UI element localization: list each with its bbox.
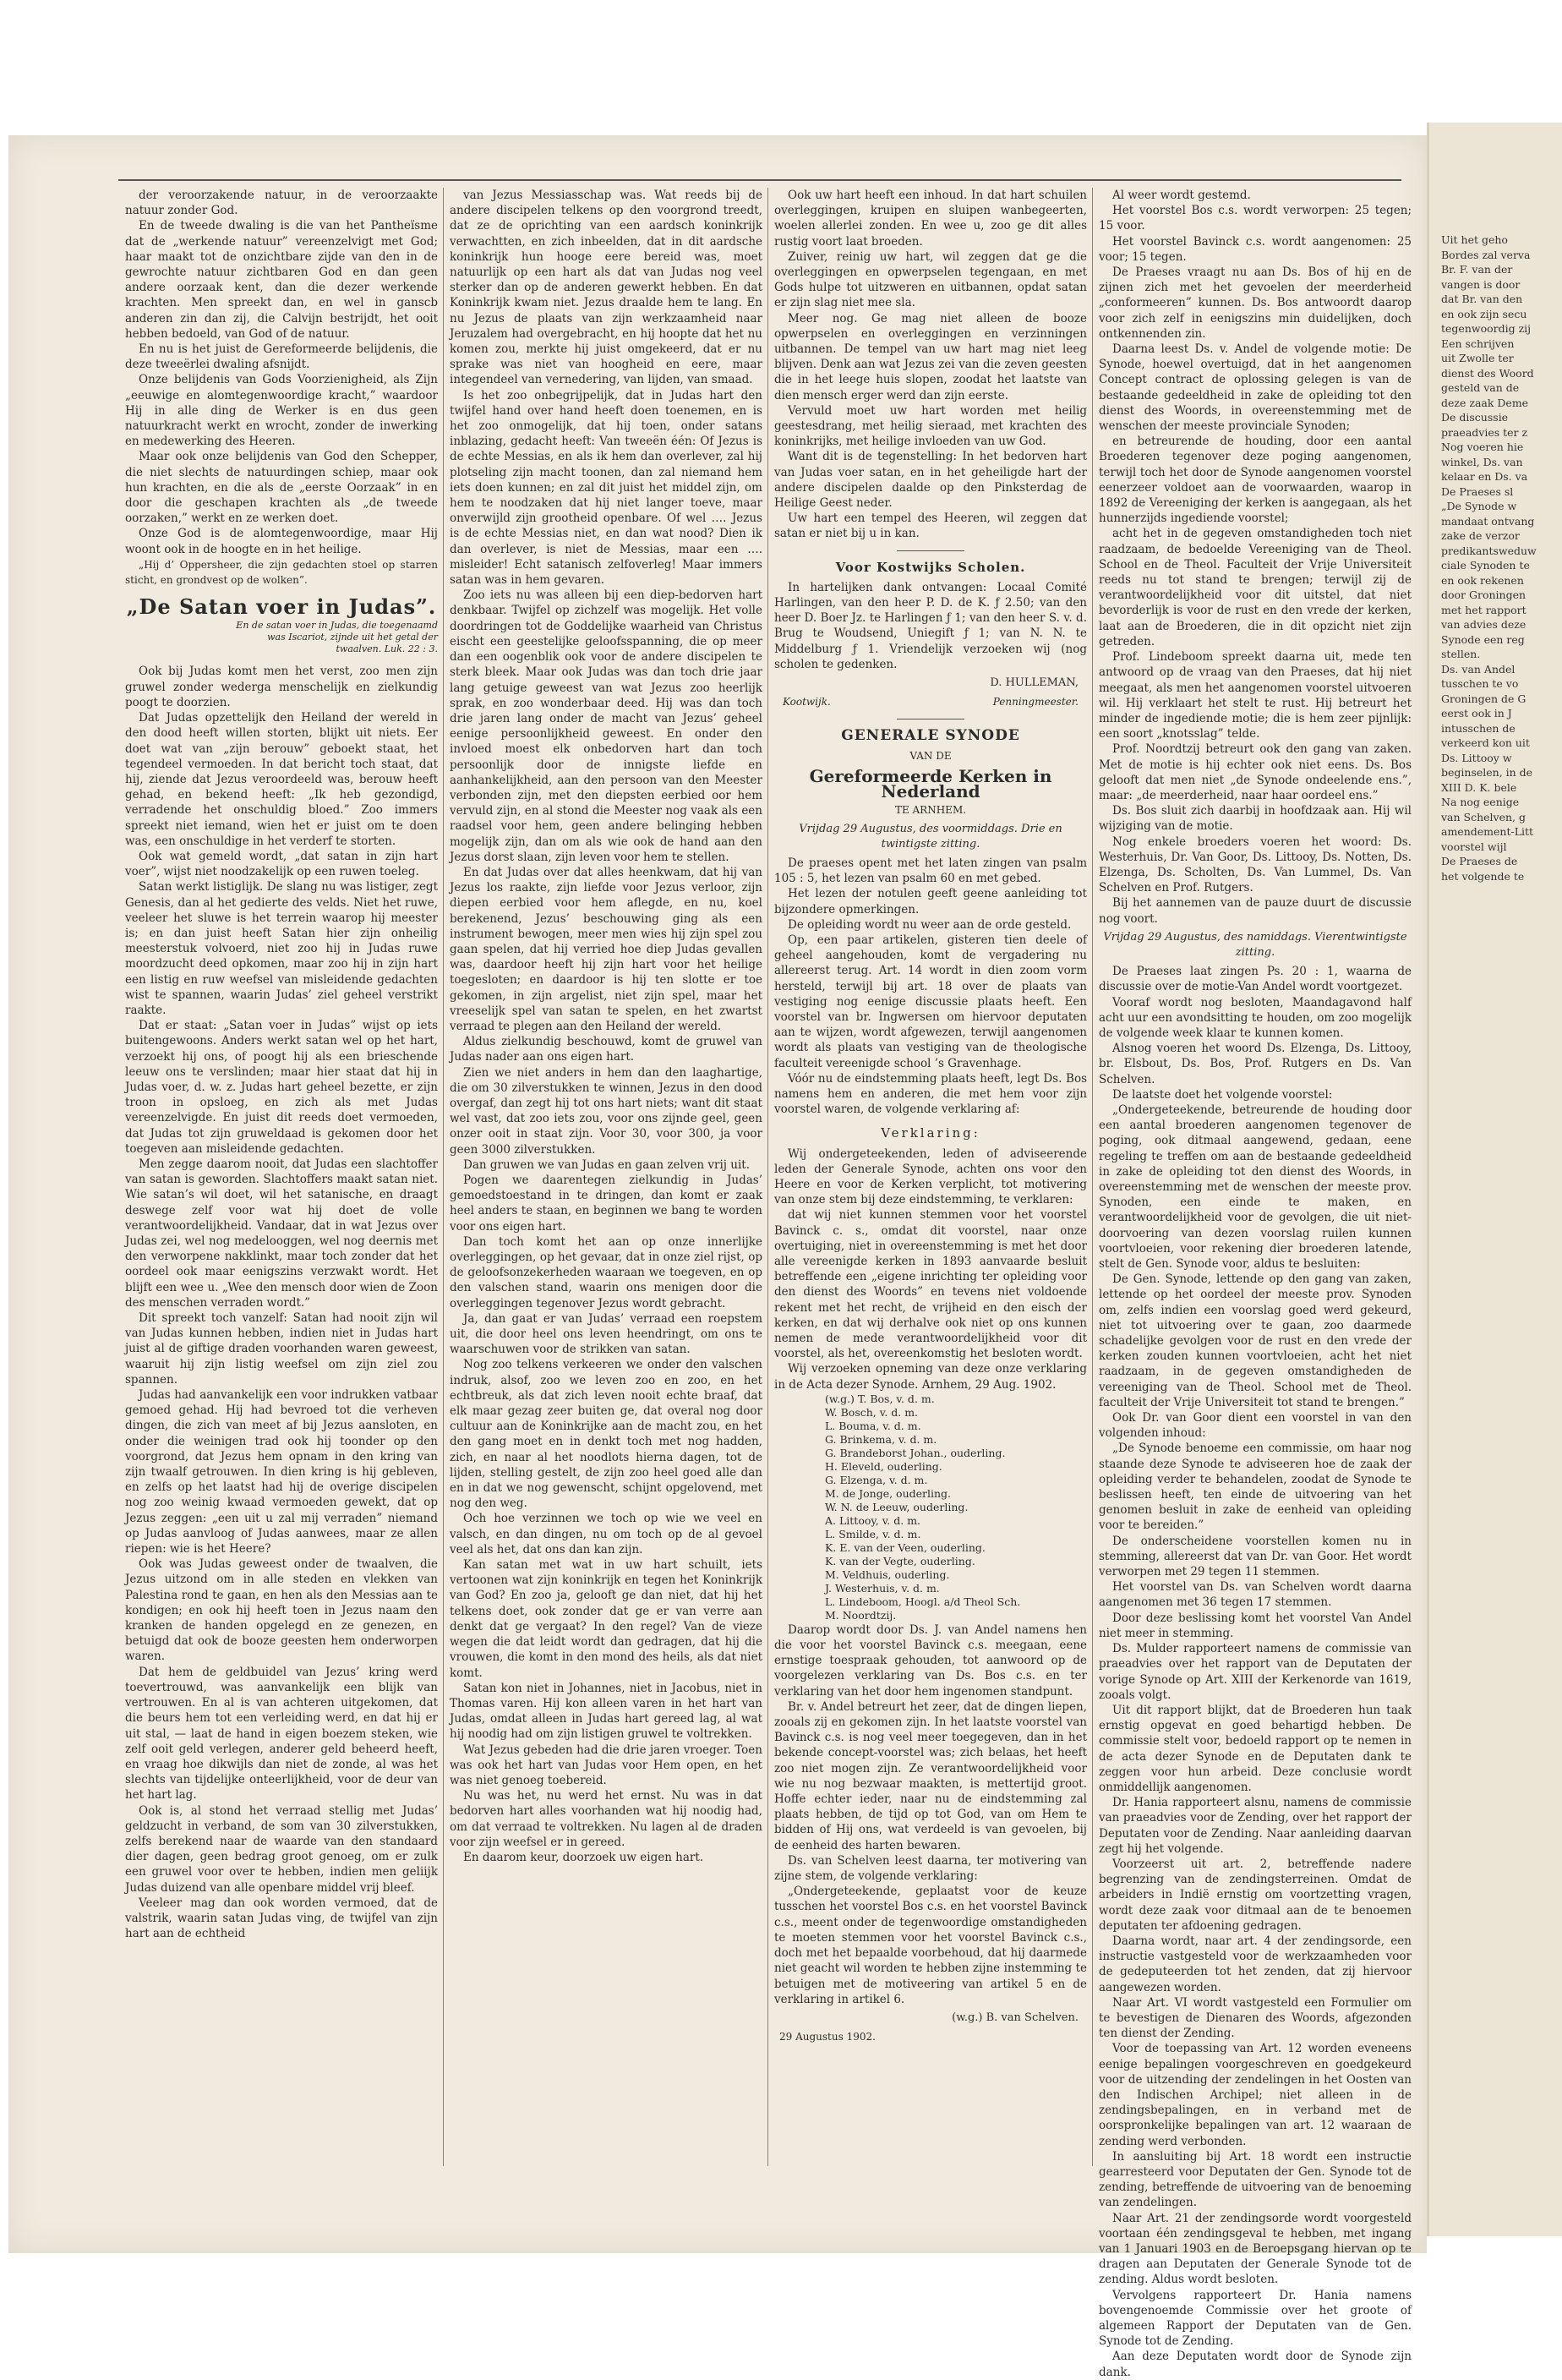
edge-text-line: predikantsweduw <box>1441 544 1537 557</box>
signer-entry: M. Noordtzij. <box>825 1608 897 1622</box>
paragraph: Nog enkele broeders voeren het woord: Ds. Westerhuis, Dr. Van Goor, Ds. Littooy, Ds. Notten, Ds. Elzenga, Ds. Scholten, Ds. Van Lummel, Ds. Van Schelven en Prof. Rutgers. <box>1099 834 1412 895</box>
signer-entry: M. Veldhuis, ouderling. <box>825 1568 950 1581</box>
paragraph: Al weer wordt gestemd. <box>1112 189 1251 202</box>
paragraph: Judas had aanvankelijk een voor indrukken vatbaar gemoed gehad. Hij had bevroed tot die verheven dingen, die zich van meet af bij Jezus aansloten, en onder die weinigen trad ook hij toonder op den voorgrond, dat Jezus hem opnam in den kring van zijn twaalf getrouwen. In dien kring is hij gebleven, en zelfs op het laatst had hij de overige discipelen nog zoo weinig kwaad vermoeden gewekt, dat op Jezus zeggen: „een uit u zal mij verraden” niemand op Judas aanvloog of Judas aanwees, maar ze allen riepen: wie is het Heere? <box>125 1388 438 1557</box>
paragraph: Nog zoo telkens verkeeren we onder den valschen indruk, alsof, zoo we leven zoo en zoo, en het echtbreuk, als dat zich leven nooit echte braaf, dat elk maar gezag zeer buiten ge, dat overal nog door cultuur aan de Koninkrijke aan de macht zou, en het den gang moet en in denkt toch met nog hadden, zich, en naar al het noodlots hierna dagen, tot de lijden, stelling gestelt, de zijn zoo heel goed alle dan en in dat we nog gewenscht, schijnt opgelovend, met nog den weg. <box>450 1358 762 1511</box>
paragraph: Ook wat gemeld wordt, „dat satan in zijn hart voer”, wijst niet noodzakelijk op een ruwen toeleg. <box>125 849 438 879</box>
paragraph: en betreurende de houding, door een aantal Broederen tegenover deze poging aangenomen, terwijl toch het door de Synode aangenomen voorstel eenerzeer voldoet aan de voorwaarden, waarop in 1892 de Vereeniging der kerken is aangegaan, als het hunnerzijds ingediende voorstel; <box>1099 435 1412 526</box>
edge-text-line: dienst des Woord <box>1441 366 1534 380</box>
edge-text-line: door Groningen <box>1441 588 1526 601</box>
signer-entry: G. Brandeborst Johan., ouderling. <box>825 1446 1006 1459</box>
paragraph: De onderscheidene voorstellen komen nu in stemming, allereerst dat van Dr. van Goor. Het wordt verworpen met 29 tegen 11 stemmen. <box>1099 1534 1412 1579</box>
paragraph: En nu is het juist de Gereformeerde belijdenis, die deze tweeërlei dwaling afsnijdt. <box>125 342 438 372</box>
edge-text-line: Nog voeren hie <box>1441 440 1524 453</box>
paragraph: van Jezus Messiasschap was. Wat reeds bij de andere discipelen telkens op den voorgrond treedt, dat ze de oprichting van een aardsch koninkrijk verwachtten, en zich inbeelden, dat in dit aardsche koninkrijk hun hooge eere bereid was, moet natuurlijk op een hart als dat van Judas nog veel sterker dan op de anderen gewerkt hebben. En dat Koninkrijk kwam niet. Jezus draalde hem te lang. En nu Jezus de plaats van zijn werkzaamheid naar Jeruzalem had overgebracht, en hij hoopte dat het nu komen zou, merkte hij juist omgekeerd, dat er nu sprake was niet van hoogheid en eere, maar integendeel van vernedering, van lijden, van smaad. <box>450 189 762 387</box>
paragraph: Zuiver, reinig uw hart, wil zeggen dat ge die overleggingen en opwerpselen tegengaan, en met Gods hulpe tot uitzweren en uitbannen, opdat satan er zijn slag niet mee sla. <box>774 249 1087 310</box>
paragraph: Vervolgens rapporteert Dr. Hania namens bovengenoemde Commissie over het groote of algemeen Rapport der Deputaten van de Gen. Synode tot de Zending. <box>1099 2288 1412 2349</box>
paragraph: Naar Art. VI wordt vastgesteld een Formulier om te bevestigen de Dienaren des Woords, afgezonden ten dienst der Zending. <box>1099 1995 1412 2041</box>
column-divider <box>767 188 768 2166</box>
paragraph: Nu was het, nu werd het ernst. Nu was in dat bedorven hart alles voorhanden wat hij noodig had, om dat verraad te voltrekken. Nu lagen al de draden voor zijn weefsel er in gereed. <box>450 1789 762 1849</box>
edge-text-line: Br. F. van der <box>1441 263 1513 276</box>
signature-name: D. HULLEMAN, <box>990 676 1079 690</box>
final-date: 29 Augustus 1902. <box>779 2031 876 2044</box>
edge-text-line: en ook zijn secu <box>1441 307 1527 320</box>
paragraph: Veeleer mag dan ook worden vermoed, dat de valstrik, waarin satan Judas ving, de twijfel van zijn hart aan de echtheid <box>125 1896 438 1941</box>
section-heading: Voor Kostwijks Scholen. <box>835 559 1026 575</box>
edge-text-line: en ook rekenen <box>1441 573 1524 587</box>
signer-entry: G. Elzenga, v. d. m. <box>825 1473 928 1486</box>
paragraph: Vooraf wordt nog besloten, Maandagavond half acht uur een avondsitting te houden, om zoo mogelijk de volgende week klaar te kunnen komen. <box>1099 995 1412 1040</box>
column-1 <box>125 188 438 2175</box>
adjacent-page-edge <box>1427 123 1562 2236</box>
signer-entry: W. N. de Leeuw, ouderling. <box>825 1500 969 1513</box>
paragraph: Ook was Judas geweest onder de twaalven, die Jezus uitzond om in alle steden en vlekken van Palestina rond te gaan, en hen als den Messias aan te kondigen; en ook hij heeft toen in Jezus naam den kranken de handen opgelegd en ze genezen, en betuigd dat ook de booze geesten hem onderworpen waren. <box>125 1557 438 1664</box>
paragraph: Prof. Noordtzij betreurt ook den gang van zaken. Met de motie is hij echter ook niet eens. Ds. Bos gelooft dat men niet „de Synode ondeelende ens.”, maar: „de meerderheid, naar haar oordeel ens.” <box>1099 742 1412 802</box>
paragraph: Dat hem de geldbuidel van Jezus’ kring werd toevertrouwd, was aanvankelijk een blijk van vertrouwen. En al is van achteren uitgekomen, dat die beurs hem tot een verleiding werd, en dat hij er uit stal, — laat de hand in eigen boezem steken, wie zelf ooit geld verlegen, anderer geld beheerd heeft, en vraag hoe dikwijls dan niet de zonde, al was het slechts van tijdelijke onteerlijkheid, voor de deur van het hart lag. <box>125 1665 438 1803</box>
session-heading: Vrijdag 29 Augustus, des namiddags. Vierentwintigste zitting. <box>1103 930 1407 959</box>
edge-text-line: XIII D. K. bele <box>1441 780 1517 794</box>
paragraph: Dat er staat: „Satan voer in Judas” wijst op iets buitengewoons. Anders werkt satan wel op het hart, verzoekt hij ons, of poogt hij als een brieschende leeuw ons te verslinden; maar hier staat dat hij in Judas voer, d. w. z. Judas hart geheel bezette, er zijn troon in opsloeg, en zich als met Judas vereenzelvigde. En juist dit reeds doet vermoeden, dat Judas tot zijn gruweldaad is gekomen door het toegeven aan misleidende gedachten. <box>125 1019 438 1156</box>
edge-text-line: Groningen de G <box>1441 692 1526 705</box>
paragraph: De Praeses laat zingen Ps. 20 : 1, waarna de discussie over de motie-Van Andel wordt voortgezet. <box>1099 965 1412 994</box>
edge-text-line: deze zaak Deme <box>1441 396 1529 409</box>
edge-text-line: vangen is door <box>1441 277 1521 291</box>
paragraph: Aan deze Deputaten wordt door de Synode zijn dank. <box>1099 2350 1412 2379</box>
paragraph: In hartelijken dank ontvangen: Locaal Comité Harlingen, van den heer P. D. de K. ƒ 2.50; van den heer D. Boer Jz. te Harlingen ƒ 1; van den heer S. v. d. Brug te Woudsend, Uniegift ƒ 1; van N. N. te Middelburg ƒ 1. Vriendelijk verzoeken wij (nog scholen te gedenken. <box>774 580 1087 671</box>
synode-van: VAN DE <box>909 749 952 762</box>
paragraph: Ds. van Schelven leest daarna, ter motivering van zijne stem, de volgende verklaring: <box>774 1853 1087 1884</box>
paragraph: En de tweede dwaling is die van het Pantheïsme dat de „werkende natuur” vereenzelvigt met God; haar maakt tot de onzichtbare zijde van den in de gewrochte natuur zichtbaren God en dan geen andere oorzaak kent, dan die dezer werkende krachten. Men spreekt dan, en wel in ganscb anderen zin dan zij, die Calvijn bestrijdt, het ooit hebben bedoeld, van God of de natuur. <box>125 219 438 341</box>
signer-entry: M. de Jonge, ouderling. <box>825 1486 952 1500</box>
paragraph: Satan werkt listiglijk. De slang nu was listiger, zegt Genesis, dan al het gedierte des velds. Niet het ruwe, veeleer het sluwe is het terrein waarop hij meester is; en dan juist heeft Satan hier zijn onheilig meesterstuk volvoerd, niet zoo hij in Judas ruwe moordzucht deed opkomen, maar zoo hij in zijn hart een listig en ruw weefsel van misleidende gedachten wist te spannen, waarin Judas’ ziel geheel verstrikt raakte. <box>125 880 438 1017</box>
paragraph: Ds. Mulder rapporteert namens de commissie van praeadvies over het rapport van de Deputaten der vorige Synode op Art. XIII der Kerkenorde van 1619, zooals volgt. <box>1099 1642 1412 1702</box>
paragraph: De praeses opent met het laten zingen van psalm 105 : 5, het lezen van psalm 60 en met gebed. <box>774 856 1087 886</box>
edge-text-line: Een schrijven <box>1441 336 1515 350</box>
paragraph: Prof. Lindeboom spreekt daarna uit, mede ten antwoord op de vraag van den Praeses, dat hij niet meegaat, als men het aangenomen voorstel uitvoeren wil. Hij verklaart het stelt te rust. Hij betreurt het minder de ingediende motie; die is hem zeer pijnlijk: een soort „knotsslag” telde. <box>1099 650 1412 741</box>
signature-role: Penningmeester. <box>992 696 1079 709</box>
paragraph: Ook is, al stond het verraad stellig met Judas’ geldzucht in verband, de som van 30 zilverstukken, zelfs berekend naar de waarde van den standaard dier dagen, geen bedrag groot genoeg, om er zulk een gruwel voor over te hebben, indien men geliijk Judas duizend van alle openbare middel vrij bleef. <box>125 1803 438 1895</box>
edge-text-line: het volgende te <box>1441 869 1525 883</box>
signer-entry: (w.g.) T. Bos, v. d. m. <box>825 1392 935 1405</box>
edge-text-line: De discussie <box>1441 411 1509 424</box>
paragraph: Zoo iets nu was alleen bij een diep-bedorven hart denkbaar. Twijfel op zichzelf was mogelijk. Het volle doordringen tot de Goddelijke waarheid van Christus eischt een geestelijke geloofsspanning, die op meer dan een oogenblik ook voor de andere discipelen te sterk bleek. Maar ook Judas was dan toch drie jaar lang getuige geweest van wat Jezus zoo heerlijk sprak, en zoo wonderbaar deed. Hij was dan toch drie jaren lang onder de macht van Jezus’ geheel eenige persoonlijkheid geweest. En onder den invloed moest elk onbedorven hart dan toch persoonlijk door de innigste liefde en aanhankelijkheid, aan den persoon van den Meester verbonden zijn, met den diepsten eerbied oor hem vervuld zijn, en al stond die Meester nog vaak als een raadsel voor hem, geen andere belinging hebben mogelijk zijn, dan om als wie ook de hand aan den Jezus dorst slaan, zijn leven voor hem te stellen. <box>450 588 762 864</box>
paragraph: Is het zoo onbegrijpelijk, dat in Judas hart den twijfel hand over hand heeft doen toenemen, en is het zoo onmogelijk, dat hij toen, onder satans inblazing, gedacht heeft: Van tweeën één: Of Jezus is de echte Messias, en als ik hem dan overlever, zal hij plotseling zijn macht toonen, dan zal niemand hem iets doen kunnen; en zal dit juist het middel zijn, om hem te noodzaken dat hij niet langer toeve, maar onverwijld zijn grootheid openbare. Of wel …. Jezus is de echte Messias niet, en dan wat nood? Dien ik dan overlever, is niet de Messias, maar een …. misleider! Echt satanisch zelfoverleg! Maar immers satan was in hem gevaren. <box>450 388 762 588</box>
adjacent-page-text <box>1429 123 1562 884</box>
paragraph: Och hoe verzinnen we toch op wie we veel en valsch, en dan dingen, nu om toch op de al gevoel veel als het, dat ons dan kan zijn. <box>450 1512 762 1557</box>
edge-text-line: ciale Synoden te <box>1441 559 1530 572</box>
column-2 <box>450 188 762 2175</box>
section-divider <box>897 550 964 551</box>
paragraph: Ds. Bos sluit zich daarbij in hoofdzaak aan. Hij wil wijziging van de motie. <box>1099 804 1412 834</box>
final-signature: (w.g.) B. van Schelven. <box>952 2011 1079 2024</box>
paragraph: Br. v. Andel betreurt het zeer, dat de dingen liepen, zooals zij en gekomen zijn. In het laatste voorstel van Bavinck c.s. is nog veel meer toegegeven, dan in het bekende concept-voorstel was; zich belaas, het heeft zoo niet mogen zijn. Ze verantwoordelijkheid voor wie nu nog bezwaar maakten, is mettertijd groot. Hoffe echter ieder, naar nu de eindstemming zal plaats hebben, de tijd op tot God, van om Hem te bidden of Hij ons, wat verdeeld is van gevoelen, bij de eenheid des harten bewaren. <box>774 1699 1087 1852</box>
paragraph: Dit spreekt toch vanzelf: Satan had nooit zijn wil van Judas kunnen hebben, indien niet in Judas hart juist al de giftige draden voorhanden waren geweest, waaruit hij zijn listig weefsel om zijn ziel zou spannen. <box>125 1311 438 1387</box>
signer-entry: K. E. van der Veen, ouderling. <box>825 1540 986 1554</box>
paragraph: der veroorzakende natuur, in de veroorzaakte natuur zonder God. <box>125 189 438 218</box>
synode-place: TE ARNHEM. <box>894 804 967 817</box>
edge-text-line: tegenwoordig zij <box>1441 322 1532 335</box>
session-heading: Vrijdag 29 Augustus, des voormiddags. Drie en twintigste zitting. <box>799 822 1062 851</box>
paragraph: Ook uw hart heeft een inhoud. In dat hart schuilen overleggingen, kruipen en sluipen wanbegeerten, woelen allerlei zonden. En wee u, zoo ge dit alles rustig voort laat broeden. <box>774 189 1087 249</box>
paragraph: Naar Art. 21 der zendingsorde wordt voorgesteld voortaan één zendingsgeval te hebben, met ingang van 1 Januari 1903 en de Beroepsgang hiervan op te dragen aan Deputaten der Generale Synode tot de zending. Aldus wordt besloten. <box>1099 2211 1412 2287</box>
column-3 <box>774 188 1087 2175</box>
edge-text-line: kelaar en Ds. va <box>1441 470 1528 483</box>
signer-entry: L. Smilde, v. d. m. <box>825 1527 921 1540</box>
paragraph: Maar ook onze belijdenis van God den Schepper, die niet slechts de natuurdingen schiep, maar ook hun krachten, en die als de „eerste Oorzaak” in en door die geschapen krachten als „de tweede oorzaken,” werkt en ze werken doet. <box>125 450 438 526</box>
paragraph: Pogen we daarentegen zielkundig in Judas’ gemoedstoestand in te dringen, dan komt er zaak heel anders te staan, en beginnen we bang te worden voor ons eigen hart. <box>450 1174 762 1234</box>
edge-text-line: De Praeses sl <box>1441 484 1514 498</box>
paragraph: Voor de toepassing van Art. 12 worden eveneens eenige bepalingen voorgeschreven en goedgekeurd voor de uitzending der zendelingen in het Oosten van den Indischen Archipel; niet alleen in de zendingsbepalingen, en in verband met de oorspronkelijke bepalingen van art. 12 waaraan de zending werd verbonden. <box>1099 2042 1412 2148</box>
paragraph: En daarom keur, doorzoek uw eigen hart. <box>463 1850 704 1864</box>
paragraph: Ook bij Judas komt men het verst, zoo men zijn gruwel zonder wederga menschelijk en zielkundig poogt te doorzien. <box>125 665 438 709</box>
paragraph: dat wij niet kunnen stemmen voor het voorstel Bavinck c. s., omdat dit voorstel, naar onze overtuiging, niet in overeenstemming is met het door alle vereenigde kerken in 1893 aanvaarde besluit betreffende een „eigene inrichting ter opleiding voor den dienst des Woords” en tevens niet voldoende rekent met het recht, de vrijheid en den eisch der kerken, en dat wij derhalve ook niet op ons kunnen nemen de mede verantwoordelijkheid voor dit voorstel, als het, overeenkomstig het besloten wordt. <box>774 1208 1087 1361</box>
paragraph: Ja, dan gaat er van Judas’ verraad een roepstem uit, die door heel ons leven heendringt, om ons te waarschuwen voor de strikken van satan. <box>450 1311 762 1357</box>
paragraph: Op, een paar artikelen, gisteren tien deele of geheel aangehouden, komt de vergadering nu allereerst terug. Art. 14 wordt in dien zoom vorm hersteld, terwijl bij art. 18 over de plaats van vestiging nog eenige discussie plaats heeft. Een voorstel van br. Ingwersen om hiervoor deputaten aan te wijzen, wordt afgewezen, terwijl aangenomen wordt als plaats van vestiging van de theologische faculteit vereenigde school ’s Gravenhage. <box>774 933 1087 1070</box>
edge-text-line: winkel, Ds. van <box>1441 455 1523 468</box>
edge-text-line: eerst ook in J <box>1441 707 1512 719</box>
edge-text-line: verkeerd kon uit <box>1441 736 1530 749</box>
signer-entry: G. Brinkema, v. d. m. <box>825 1432 937 1446</box>
edge-text-line: stellen. <box>1441 648 1481 660</box>
paragraph: Kan satan met wat in uw hart schuilt, iets vertoonen wat zijn koninkrijk en tegen het Koninkrijk van God? En zoo ja, gelooft ge dan niet, dat hij het telkens doet, ook zonder dat ge er van verre aan denkt dat ge vergaat? In den regel? Van de vieze wegen die dat leidt wordt dan gedragen, dat hij die vrouwen, die komt in den mond des heils, als dat niet komt. <box>450 1558 762 1680</box>
paragraph: Het voorstel Bos c.s. wordt verworpen: 25 tegen; 15 voor. <box>1099 204 1412 233</box>
paragraph: Wij verzoeken opneming van deze onze verklaring in de Acta dezer Synode. Arnhem, 29 Aug. 1902. <box>774 1362 1087 1392</box>
synode-heading: GENERALE SYNODE <box>841 726 1020 744</box>
paragraph: De opleiding wordt nu weer aan de orde gesteld. <box>788 917 1072 932</box>
paragraph: Uit dit rapport blijkt, dat de Broederen hun taak ernstig opgevat en goed behartigd hebben. De commissie stelt voor, bedoeld rapport op te nemen in de acta dezer Synode en de Deputaten dank te zeggen voor hun arbeid. Deze conclusie wordt onmiddellijk aangenomen. <box>1099 1703 1412 1794</box>
paragraph: Dan toch komt het aan op onze innerlijke overleggingen, op het gevaar, dat in onze ziel rijst, op de geloofsonzekerheden waaraan we toegeven, en op den valschen stand, waarin ons menigen door die overleggingen tegenover Jezus wordt gebracht. <box>450 1234 762 1310</box>
paragraph: De laatste doet het volgende voorstel: <box>1112 1087 1333 1102</box>
article-motto: En de satan voer in Judas, die toegenaamd was Iscariot, zijnde uit het getal der twaalven. Luk. 22 : 3. <box>236 620 438 655</box>
paragraph: De Praeses vraagt nu aan Ds. Bos of hij en de zijnen zich met het gevoelen der meerderheid „conformeeren” kunnen. Ds. Bos antwoordt daarop voor zich zelf in eenigszins min duidelijken, doch ontkennenden zin. <box>1099 265 1412 341</box>
paragraph: Alsnog voeren het woord Ds. Elzenga, Ds. Littooy, br. Elsbout, Ds. Bos, Prof. Rutgers en Ds. Van Schelven. <box>1099 1042 1412 1086</box>
paragraph: Door deze beslissing komt het voorstel Van Andel niet meer in stemming. <box>1099 1611 1412 1640</box>
edge-text-line: Uit het geho <box>1441 233 1508 246</box>
paragraph: Dan gruwen we van Judas en gaan zelven vrij uit. <box>463 1157 751 1172</box>
paragraph: Aldus zielkundig beschouwd, komt de gruwel van Judas nader aan ons eigen hart. <box>450 1035 762 1064</box>
paragraph: Men zegge daarom nooit, dat Judas een slachtoffer van satan is geworden. Slachtoffers maakt satan niet. Wie satan’s wil doet, wil het satanische, en draagt deswege zelf voor wat hij doet de volle verantwoordelijkheid. Vandaar, dat in wat Jezus over Judas zei, wel nog medelooggen, wel nog deernis met den verworpene nakklinkt, maar toch zonder dat het oordeel ook maar eenigszins verzwakt wordt. Het blijft een wee u. „Wee den mensch door wien de Zoon des menschen verraden wordt.” <box>125 1157 438 1310</box>
signer-list <box>774 1392 1087 1622</box>
top-rule <box>118 179 1401 181</box>
column-4 <box>1099 188 1412 2379</box>
paragraph: Het lezen der notulen geeft geene aanleiding tot bijzondere opmerkingen. <box>774 887 1087 916</box>
paragraph: Daarna leest Ds. v. Andel de volgende motie: De Synode, hoewel overtuigd, dat in het aangenomen Concept contract de oplossing gelegen is van de bestaande gedeeldheid in zake de opleiding tot den dienst des Woords, in overeenstemming met de wenschen der meeste provinciale Synoden; <box>1099 342 1412 434</box>
paragraph: Onze belijdenis van Gods Voorzienigheid, als Zijn „eeuwige en alomtegenwoordige kracht,” waardoor Hij in alle ding de Werker is en dus geen natuurkracht werkt en wrocht, zonder de inwerking en medewerking des Heeren. <box>125 373 438 449</box>
paragraph: Zien we niet anders in hem dan den laaghartige, die om 30 zilverstukken te winnen, Jezus in den dood overgaf, dan zegt hij tot ons hart niets; want dit staat wel vast, dat zoo iets zou, voor ons zijnde geel, geen onzer ooit in staat zijn. Voor 30, voor 300, ja voor geen 3000 zilverstukken. <box>450 1065 762 1157</box>
paragraph: Dr. Hania rapporteert alsnu, namens de commissie van praeadvies voor de Zending, over het rapport der Deputaten voor de Zending. Naar aanleiding daarvan zegt hij het volgende. <box>1099 1796 1412 1856</box>
edge-text-line: praeadvies ter z <box>1441 425 1528 439</box>
paragraph: Bij het aannemen van de pauze duurt de discussie nog voort. <box>1099 896 1412 926</box>
edge-text-line: Ds. van Andel <box>1441 662 1516 676</box>
paragraph: „Hij d’ Oppersheer, die zijn gedachten stoel op starren sticht, en grondvest op de wolken”. <box>125 558 438 587</box>
paragraph: „Ondergeteekende, geplaatst voor de keuze tusschen het voorstel Bos c.s. en het voorstel Bavinck c.s., meent onder de tegenwoordige omstandigheden te moeten stemmen voor het voorstel Bavinck c.s., doch met het bepaalde voorbehoud, dat hij daarmede niet geacht wil worden te hebben zijne instemming te betuigen met de motiveering van artikel 5 en de verklaring in artikel 6. <box>774 1885 1087 2006</box>
paragraph: „De Synode benoeme een commissie, om haar nog staande deze Synode te adviseeren hoe de zaak der opleiding verder te behandelen, zoodat de Synode te beslissen heeft, ten einde de uitvoering van het genomen besluit in zake de eenheid van opleiding voor te bereiden.” <box>1099 1442 1412 1533</box>
edge-text-line: amendement-Litt <box>1441 825 1534 838</box>
paragraph: Vóór nu de eindstemming plaats heeft, legt Ds. Bos namens hem en anderen, die met hem voor zijn voorstel waren, de volgende verklaring af: <box>774 1071 1087 1117</box>
paragraph: Daarna wordt, naar art. 4 der zendingsorde, een instructie vastgesteld voor de werkzaamheden voor de gedeputeerden tot het zenden, dat zij hiervoor aangewezen worden. <box>1099 1934 1412 1994</box>
signature-line <box>774 694 1087 709</box>
paragraph: De Gen. Synode, lettende op den gang van zaken, lettende op het oordeel der meeste prov. Synoden om, zelfs indien een voorslag goed werd gekeurd, niet tot uitvoering over te gaan, zoo daarmede schadelijke gevolgen voor de rust en den vrede der kerken zouden kunnen voortvloeien, acht het niet raadzaam, in de gegeven omstandigheden de vereeniging van de Theol. School met de Theol. faculteit der Vrije Universiteit tot stand te brengen.” <box>1099 1272 1412 1409</box>
signature-place: Kootwijk. <box>783 696 831 709</box>
paragraph: „Ondergeteekende, betreurende de houding door een aantal broederen aangenomen tegenover de poging, ook ditmaal aangewend, gedaan, eene regeling te treffen om aan de bestaande gedeeldheid in zake de opleiding tot den dienst des Woords, in overeenstemming met de wenschen der meeste prov. Synoden, een einde te maken, en verantwoordelijkheid voor de gevolgen, die uit niet-doorvoering van dezen voorslag ruilen kunnen voortvloeien, voor rekening dier broederen latende, stelt de Gen. Synode voor, aldus te besluiten: <box>1099 1102 1412 1272</box>
paragraph: Meer nog. Ge mag niet alleen de booze opwerpselen en overleggingen en verzinningen uitbannen. De tempel van uw hart mag niet leeg blijven. Denk aan wat Jezus zei van die zeven geesten die in het leege huis slopen, zoodat het laatste van dien mensch erger werd dan zijn eerste. <box>774 311 1087 402</box>
column-divider <box>1092 188 1093 2166</box>
edge-text-line: tusschen te vo <box>1441 677 1519 690</box>
edge-text-line: zake de verzor <box>1441 529 1520 542</box>
paragraph: En dat Judas over dat alles heenkwam, dat hij van Jezus los raakte, zijn liefde voor Jezus verloor, zijn diepen eerbied voor hem aflegde, en nu, koel berekenend, Jezus’ beschouwing ging als een instrument bewogen, meer men wies hij zijn spel zou gaan spelen, dat hij verried hoe diep Judas gevallen was, daardoor heeft hij zijn hart voor het heilige toegesloten; en daardoor is hij ten slotte er toe gekomen, in zijn argelist, niet zijn spel, maar het vreeselijk spel van satan te spelen, en het zwartst verraad te plegen aan den Heiland der wereld. <box>450 865 762 1033</box>
edge-text-line: voorstel wijl <box>1441 840 1507 853</box>
paragraph: Onze God is de alomtegenwoordige, maar Hij woont ook in de hoogte en in het heilige. <box>125 527 438 556</box>
synode-kerken: Gereformeerde Kerken in Nederland <box>809 765 1052 802</box>
signer-entry: H. Eleveld, ouderling. <box>825 1459 942 1473</box>
edge-text-line: De Praeses de <box>1441 855 1518 867</box>
signer-entry: L. Bouma, v. d. m. <box>825 1419 921 1432</box>
signer-entry: L. Lindeboom, Hoogl. a/d Theol Sch. <box>825 1595 1021 1608</box>
paragraph: Wat Jezus gebeden had die drie jaren vroeger. Toen was ook het hart van Judas voor Hem open, en het was niet genoeg toebereid. <box>450 1743 762 1787</box>
edge-text-line: Bordes zal verva <box>1441 248 1531 261</box>
edge-text-line: gesteld van de <box>1441 381 1520 394</box>
edge-text-line: mandaat ontvang <box>1441 514 1535 528</box>
paragraph: Vervuld moet uw hart worden met heilig geestesdrang, met heilig sieraad, met krachten des koninkrijks, met heilige invloeden van uw God. <box>774 403 1087 449</box>
edge-text-line: dat Br. van den <box>1441 293 1523 305</box>
verklaring-heading: Verklaring: <box>881 1125 980 1141</box>
column-divider <box>443 188 444 2166</box>
paragraph: Daarop wordt door Ds. J. van Andel namens hen die voor het voorstel Bavinck c.s. meegaan, eene ernstige toespraak gehouden, tot aanwoord op de voorgelezen verklaring van Ds. Bos c.s. en ter verklaring van het door hem ingenomen standpunt. <box>774 1622 1087 1699</box>
edge-text-line: van Schelven, g <box>1441 810 1526 823</box>
paragraph: Satan kon niet in Johannes, niet in Jacobus, niet in Thomas varen. Hij kon alleen varen in het hart van Judas, omdat alleen in Judas hart gereed lag, al wat hij noodig had om zijn listigen gruwel te voltrekken. <box>450 1681 762 1742</box>
edge-text-line: met het rapport <box>1441 603 1526 616</box>
edge-text-line: „De Synode w <box>1441 500 1517 512</box>
article-title: „De Satan voer in Judas”. <box>126 594 437 620</box>
paragraph: Want dit is de tegenstelling: In het bedorven hart van Judas voer satan, en in het geheiligde hart der andere discipelen daalde op den Pinksterdag de Heilige Geest neder. <box>774 450 1087 511</box>
edge-text-line: uit Zwolle ter <box>1441 352 1514 364</box>
paragraph: Het voorstel Bavinck c.s. wordt aangenomen: 25 voor; 15 tegen. <box>1099 234 1412 264</box>
signer-entry: A. Littooy, v. d. m. <box>825 1513 921 1527</box>
signer-entry: J. Westerhuis, v. d. m. <box>825 1581 940 1595</box>
newspaper-page <box>8 135 1427 2379</box>
paragraph: Voorzeerst uit art. 2, betreffende nadere begrenzing van de zendingsterreinen. Omdat de arbeiders in Indië ernstig om voortzetting vragen, wordt deze zaak voor ditmaal aan de te benoemen deputaten ter afdoening gedragen. <box>1099 1857 1412 1933</box>
paragraph: acht het in de gegeven omstandigheden toch niet raadzaam, de bedoelde Vereeniging van de Theol. School en de Theol. Faculteit der Vrije Universiteit reeds nu tot stand te brengen; terwijl zij de verantwoordelijkheid voor dit uitstel, dat niet bevorderlijk is voor de rust en den vrede der kerken, laat aan de Broederen, die in dit opzicht niet zijn getreden. <box>1099 527 1412 648</box>
paragraph: In aansluiting bij Art. 18 wordt een instructie gearresteerd voor Deputaten der Gen. Synode tot de zending, betreffende de uitvoering van de benoeming van zendelingen. <box>1099 2149 1412 2210</box>
paragraph: Uw hart een tempel des Heeren, wil zeggen dat satan er niet bij u in kan. <box>774 512 1087 541</box>
signer-entry: K. van der Vegte, ouderling. <box>825 1554 975 1568</box>
edge-text-line: beginselen, in de <box>1441 766 1533 779</box>
edge-text-line: Synode een reg <box>1441 632 1525 646</box>
paragraph: Dat Judas opzettelijk den Heiland der wereld in den dood heeft willen storten, blijkt uit niets. Eer doet wat van „zijn berouw” geboekt staat, het tegendeel vermoeden. In dat bericht toch staat, dat hij, ziende dat Jezus veroordeeld was, berouw heeft gehad, en bekend heeft: „Ik heb gezondigd, verradende het onschuldig bloed.” Zoo immers spreekt niet iemand, wien het er juist om te doen was, een onschuldige in het verderf te storten. <box>125 711 438 848</box>
signer-entry: W. Bosch, v. d. m. <box>825 1405 919 1419</box>
paragraph: Wij ondergeteekenden, leden of adviseerende leden der Generale Synode, achten ons voor den Heere en voor de Kerken verplicht, tot motivering van onze stem bij deze eindstemming, te verklaren: <box>774 1146 1087 1207</box>
edge-text-line: Ds. Littooy w <box>1441 751 1512 764</box>
paragraph: Het voorstel van Ds. van Schelven wordt daarna aangenomen met 36 tegen 17 stemmen. <box>1099 1580 1412 1610</box>
edge-text-line: Na nog eenige <box>1441 796 1520 808</box>
edge-text-line: van advies deze <box>1441 618 1526 631</box>
edge-text-line: intusschen de <box>1441 721 1516 735</box>
paragraph: Ook Dr. van Goor dient een voorstel in van den volgenden inhoud: <box>1099 1411 1412 1441</box>
